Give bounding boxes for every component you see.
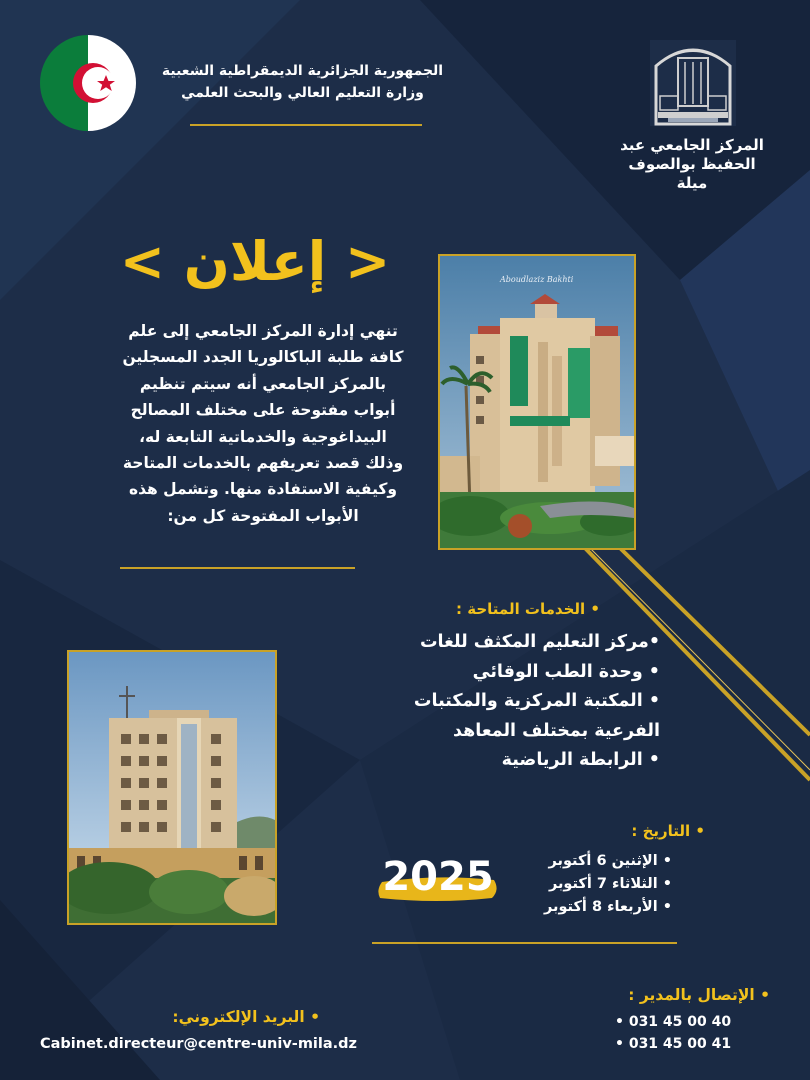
email-address[interactable]: Cabinet.directeur@centre-univ-mila.dz [40, 1036, 357, 1052]
phone-list [615, 1011, 755, 1055]
main-building-photo [438, 254, 636, 550]
body-line: وذلك قصد تعريفهم بالخدمات المتاحة [122, 454, 404, 473]
university-name-line3: ميلة [676, 174, 708, 192]
ministry-title: وزارة التعليم العالي والبحث العلمي [181, 85, 424, 101]
body-line: البيداغوجية والخدماتية التابعة له، [139, 427, 387, 446]
intro-divider [120, 567, 355, 569]
email-heading: • البريد الإلكتروني: [172, 1008, 320, 1026]
dates-list [492, 850, 672, 919]
list-item: • وحدة الطب الوقائي [472, 661, 660, 682]
photographer-signature: Aboudlaziz Bakhti [500, 275, 574, 284]
header-block [150, 60, 455, 104]
phone-number[interactable]: • 031 45 00 40 [615, 1014, 732, 1030]
body-line: أبواب مفتوحة على مختلف المصالح [130, 401, 396, 420]
services-list [330, 628, 660, 776]
university-logo-icon [650, 40, 736, 126]
algeria-flag-icon [40, 35, 136, 131]
announcement-body [108, 318, 418, 529]
list-item: الفرعية بمختلف المعاهد [453, 720, 660, 741]
body-line: الأبواب المفتوحة كل من: [167, 506, 359, 525]
list-item: •مركز التعليم المكثف للغات [419, 632, 660, 652]
body-line: كافة طلبة الباكالوريا الجدد المسجلين [122, 348, 404, 367]
body-line: بالمركز الجامعي أنه سيتم تنظيم [139, 374, 387, 393]
contact-heading: • الإتصال بالمدير : [628, 986, 770, 1004]
body-line: تنهي إدارة المركز الجامعي إلى علم [128, 322, 398, 340]
announcement-title: < إعلان > [119, 230, 391, 293]
second-building-photo [67, 650, 277, 925]
year-label: 2025 [382, 854, 494, 900]
date-item: • الإثنين 6 أكتوبر [548, 853, 672, 869]
header-divider [190, 124, 422, 126]
body-line: وكيفية الاستفادة منها. وتشمل هذه [128, 480, 398, 499]
university-name-line1: المركز الجامعي عبد [620, 136, 764, 154]
list-item: • المكتبة المركزية والمكتبات [413, 691, 660, 711]
dates-divider [372, 942, 677, 944]
phone-number[interactable]: • 031 45 00 41 [615, 1036, 732, 1052]
date-item: • الأربعاء 8 أكتوبر [544, 899, 672, 915]
republic-title: الجمهورية الجزائرية الديمقراطية الشعبية [161, 63, 444, 79]
university-name-line2: الحفيظ بوالصوف [628, 155, 756, 173]
date-item: • الثلاثاء 7 أكتوبر [548, 876, 672, 892]
dates-heading: • التاريخ : [631, 822, 705, 840]
services-heading: • الخدمات المتاحة : [456, 600, 600, 618]
list-item: • الرابطة الرياضية [501, 750, 660, 770]
university-name [612, 136, 772, 193]
